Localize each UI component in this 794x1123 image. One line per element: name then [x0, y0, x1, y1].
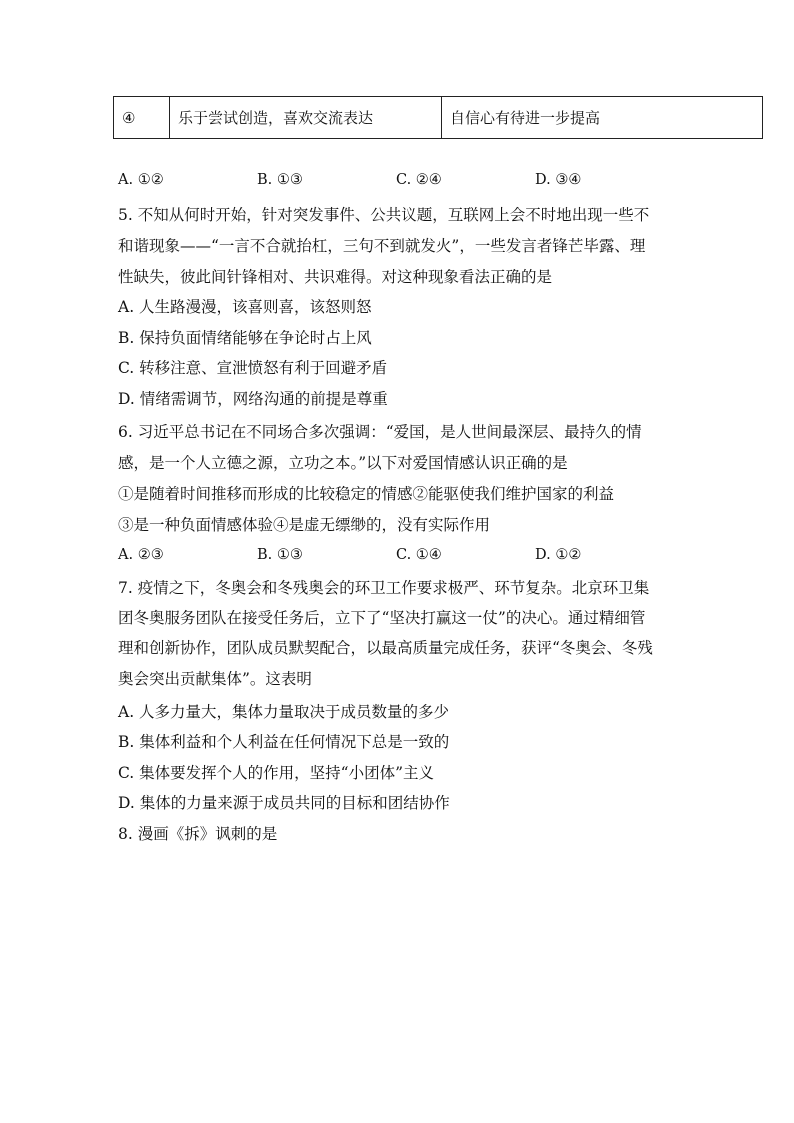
q6-item-line: ③是一种负面情感体验④是虚无缥缈的，没有实际作用: [118, 516, 491, 534]
q7-option-b: B. 集体利益和个人利益在任何情况下总是一致的: [118, 733, 450, 751]
q7-option-c: C. 集体要发挥个人的作用，坚持“小团体”主义: [118, 764, 435, 782]
q5-option-c: C. 转移注意、宣泄愤怒有利于回避矛盾: [118, 359, 388, 377]
q6-option-b: B. ①③: [257, 547, 303, 563]
q4-option-d: D. ③④: [535, 172, 582, 188]
q4-option-b: B. ①③: [257, 172, 303, 188]
row-number: ④: [114, 97, 170, 139]
q7-stem-line: 理和创新协作，团队成员默契配合，以最高质量完成任务，获评“冬奥会、冬残: [118, 639, 653, 657]
q7-stem-line: 奥会突出贡献集体”。这表明: [118, 670, 312, 688]
q4-option-a: A. ①②: [118, 172, 164, 188]
q6-option-d: D. ①②: [535, 547, 582, 563]
q7-option-a: A. 人多力量大，集体力量取决于成员数量的多少: [118, 703, 450, 721]
q5-stem-line: 性缺失，彼此间针锋相对、共识难得。对这种现象看法正确的是: [118, 268, 553, 286]
q6-stem-line: 6. 习近平总书记在不同场合多次强调：“爱国，是人世间最深层、最持久的情: [118, 423, 642, 441]
q6-option-a: A. ②③: [118, 547, 164, 563]
q5-option-b: B. 保持负面情绪能够在争论时占上风: [118, 329, 372, 347]
q5-stem-line: 5. 不知从何时开始，针对突发事件、公共议题，互联网上会不时地出现一些不: [118, 206, 650, 224]
q6-option-c: C. ①④: [396, 547, 442, 563]
q5-option-a: A. 人生路漫漫，该喜则喜，该怒则怒: [118, 298, 372, 316]
table-row: [114, 97, 763, 139]
trait-cell: 乐于尝试创造，喜欢交流表达: [170, 97, 442, 139]
q5-option-d: D. 情绪需调节，网络沟通的前提是尊重: [118, 390, 388, 408]
q7-option-d: D. 集体的力量来源于成员共同的目标和团结协作: [118, 794, 450, 812]
q6-item-line: ①是随着时间推移而形成的比较稳定的情感②能驱使我们维护国家的利益: [118, 485, 615, 503]
comment-cell: 自信心有待进一步提高: [442, 97, 763, 139]
q4-option-c: C. ②④: [396, 172, 442, 188]
answer-table: [113, 96, 763, 139]
q5-stem-line: 和谐现象——“一言不合就抬杠，三句不到就发火”，一些发言者锋芒毕露、理: [118, 237, 646, 255]
q7-stem-line: 团冬奥服务团队在接受任务后，立下了“坚决打赢这一仗”的决心。通过精细管: [118, 609, 646, 627]
q6-stem-line: 感，是一个人立德之源，立功之本。”以下对爱国情感认识正确的是: [118, 454, 568, 472]
q8-stem: 8. 漫画《拆》讽刺的是: [118, 825, 278, 843]
q7-stem-line: 7. 疫情之下，冬奥会和冬残奥会的环卫工作要求极严、环节复杂。北京环卫集: [118, 579, 650, 597]
